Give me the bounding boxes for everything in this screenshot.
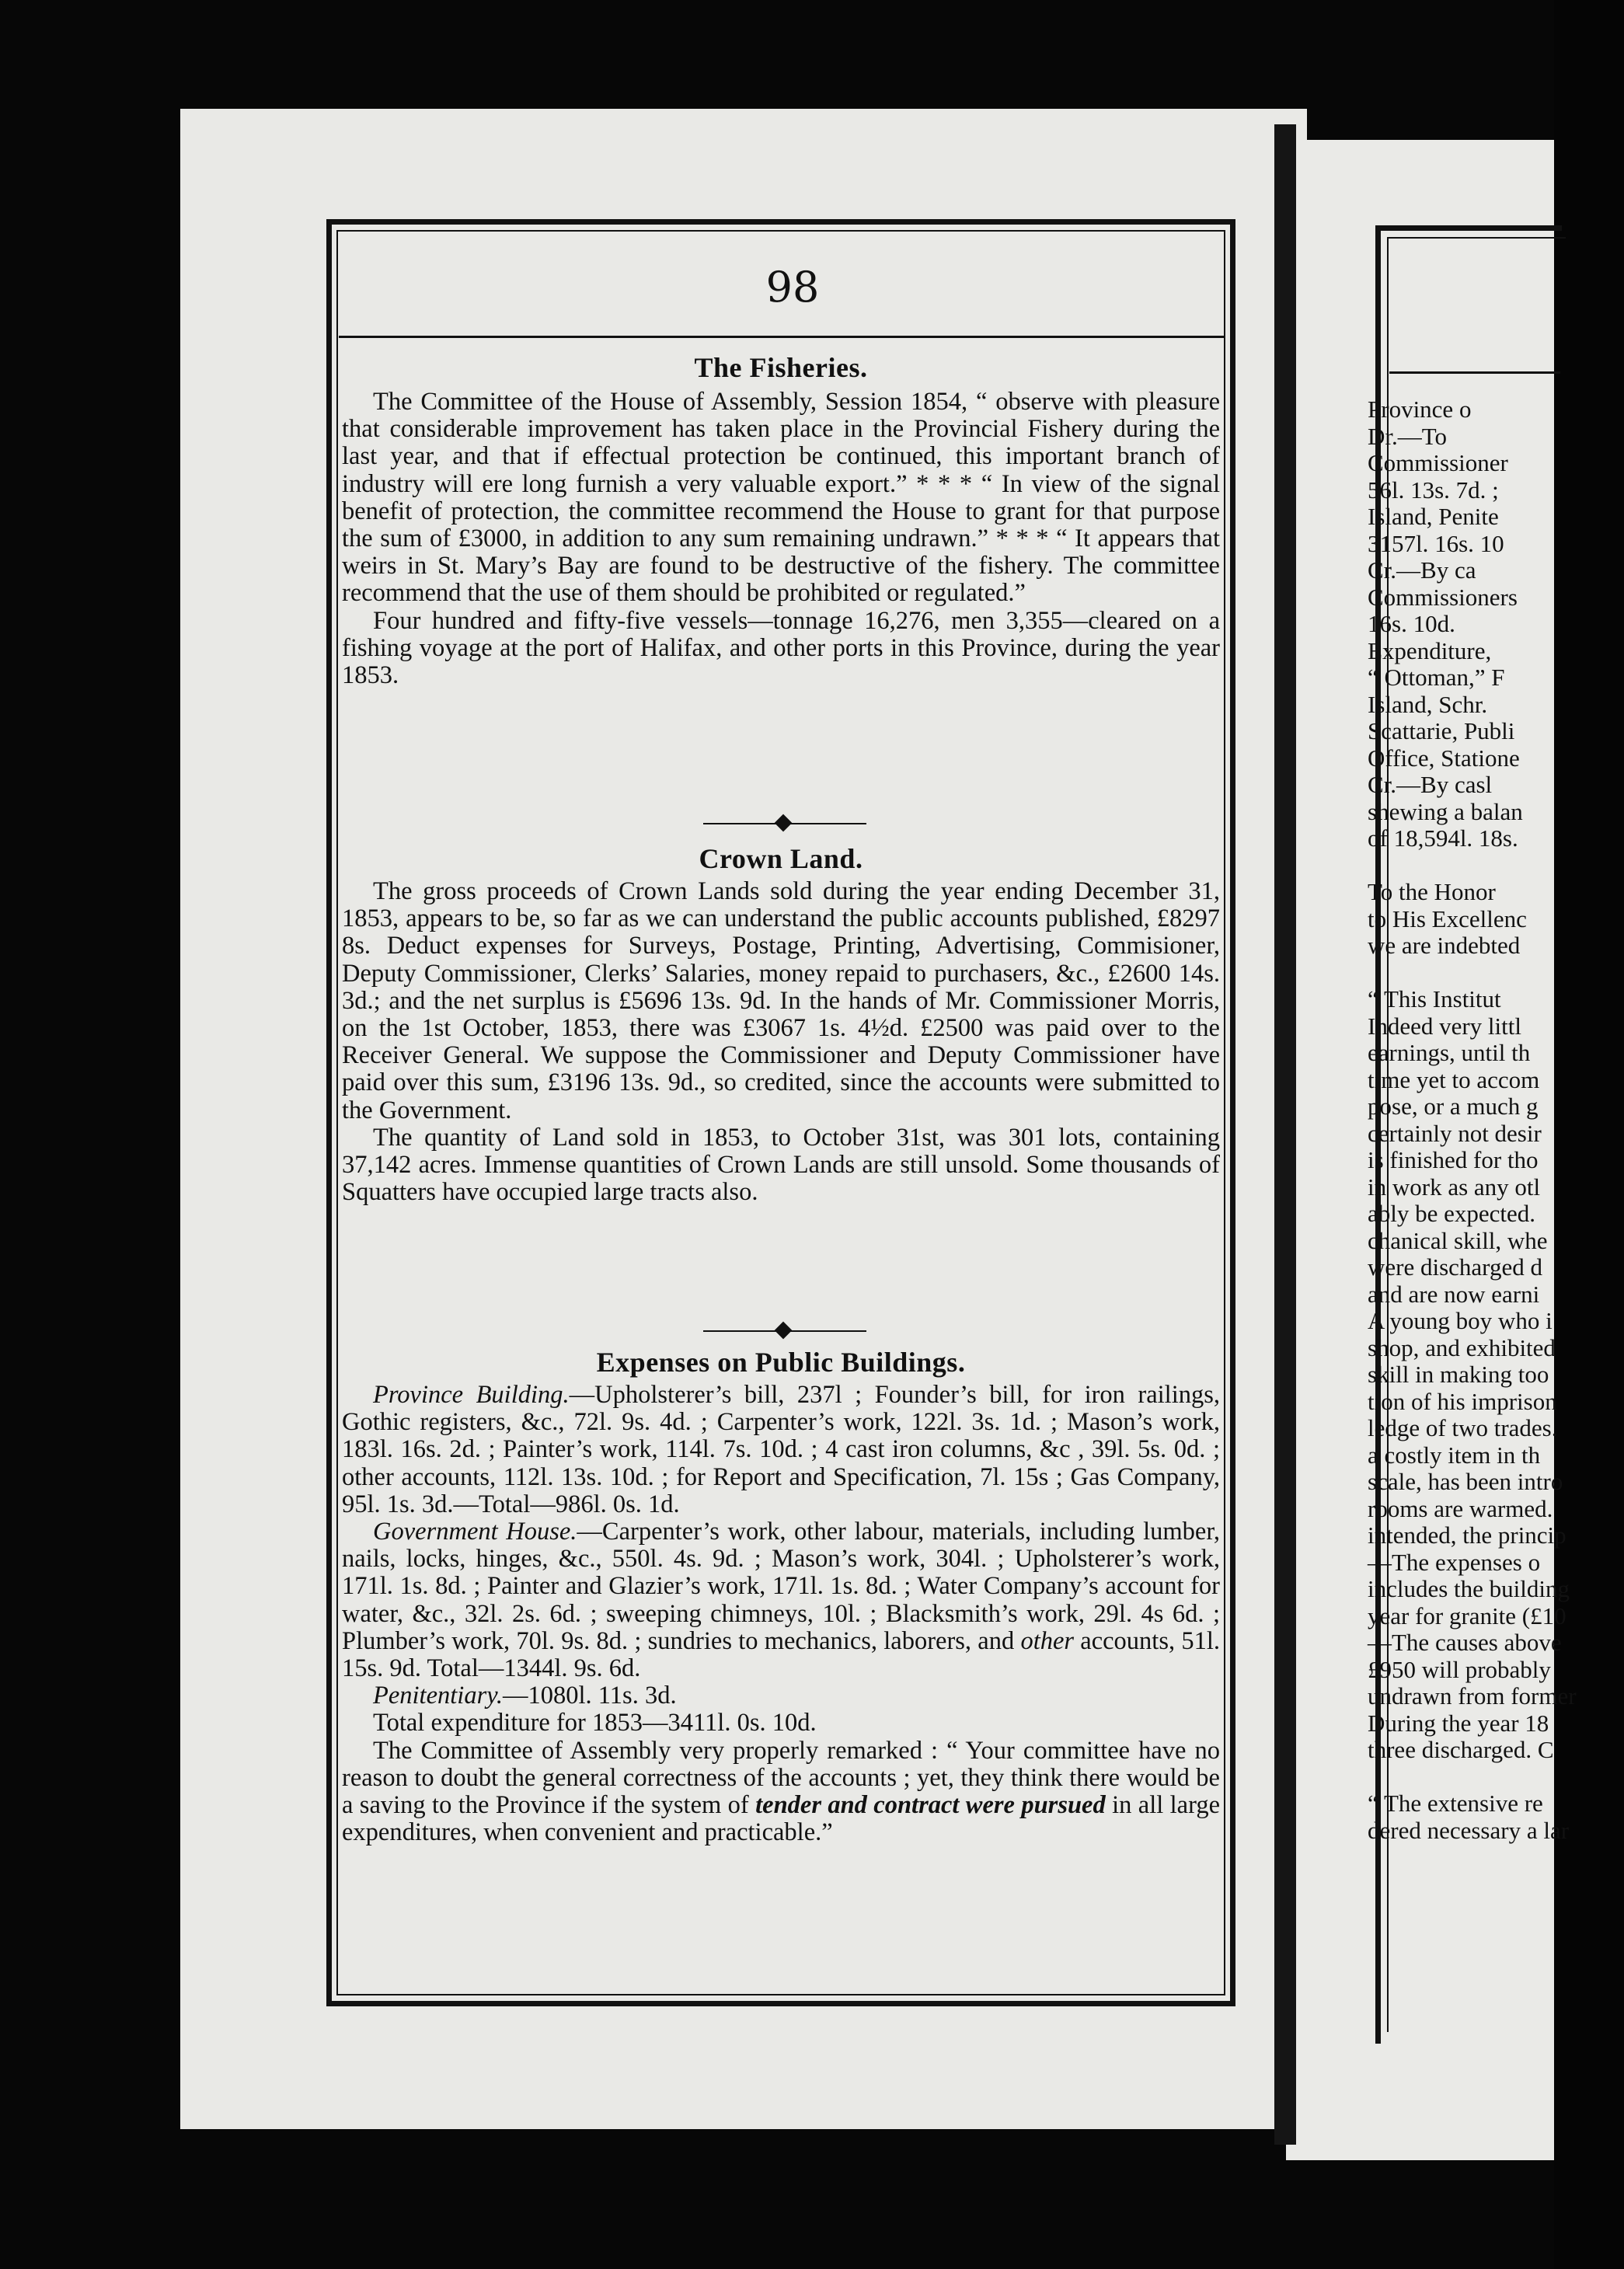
- crown-land-heading: Crown Land.: [699, 843, 863, 874]
- right-page-line: “ This Institut: [1368, 985, 1501, 1013]
- committee-remark-italic: tender and contract were pursued: [755, 1791, 1106, 1820]
- province-building-paragraph: [342, 1382, 1220, 1518]
- total-expenditure: Total expenditure for 1853—3411l. 0s. 10d.: [373, 1709, 817, 1737]
- right-page-line: shop, and exhibited: [1368, 1333, 1556, 1361]
- fisheries-section: [342, 351, 1220, 689]
- right-page-line: Office, Statione: [1368, 744, 1520, 772]
- page-number: 98: [765, 263, 820, 312]
- right-page-line: skill in making too: [1368, 1361, 1549, 1388]
- right-page-line: certainly not desir: [1368, 1119, 1542, 1147]
- right-page-line: Dr.—To: [1368, 422, 1448, 450]
- right-page-line: Island, Penite: [1368, 503, 1499, 530]
- right-page-line: tion of his imprison: [1368, 1387, 1557, 1415]
- committee-remark-paragraph: [342, 1737, 1220, 1847]
- committee-remark-a: The Committee of Assembly very properly remarked : “ Your committee have no reason to doubt the general correctness of the accounts ; yet, they think there would be a saving to the Province if the system of: [342, 1736, 1220, 1820]
- right-page-line: dered necessary a lar: [1368, 1816, 1570, 1844]
- province-building-label: Province Building.: [373, 1381, 570, 1409]
- right-page-line: shewing a balan: [1368, 797, 1523, 825]
- right-page-line: Cr.—By ca: [1368, 556, 1476, 584]
- public-buildings-section: [342, 1346, 1220, 1846]
- fisheries-heading: The Fisheries.: [694, 352, 868, 383]
- right-page-line: “ Ottoman,” F: [1368, 664, 1505, 691]
- government-house-text: —Carpenter’s work, other labour, materials, including lumber, nails, locks, hinges, &c., 550l. 4s. 9d. ; Mason’s work, 304l. ; Upholsterer’s work, 171l. 1s. 8d. ; Painter and Glazier’s work, 171l. 1s. 8d. ; Water Company’s account for water, &c., 32l. 2s. 6d. ; sweeping chimneys, 10l. ; Blacksmith’s work, 29l. 4s 6d. ; Plumber’s work, 70l. 9s. 8d. ; sundries to mechanics, laborers, and: [342, 1518, 1220, 1655]
- book-gutter: [1274, 124, 1296, 2145]
- right-page-line: includes the building: [1368, 1575, 1570, 1602]
- right-page-line: three discharged. C: [1368, 1736, 1554, 1763]
- right-page-line: were discharged d: [1368, 1253, 1542, 1281]
- right-page-line: and are now earni: [1368, 1280, 1540, 1308]
- fisheries-paragraph-1: The Committee of the House of Assembly, Session 1854, “ observe with pleasure that considerable improvement has taken place in the Provincial Fishery during the last year, and that if effectual protection be continued, this important branch of industry will ere long furnish a very valuable export.” * * * “ In view of the signal benefit of protection, the committee recommend the House to grant for that purpose the sum of £3000, in addition to any sum remaining undrawn.” * * * “ It appears that weirs in St. Mary’s Bay are found to be destructive of the fishery. The committee recommend that the use of them should be prohibited or regulated.”: [342, 388, 1220, 608]
- penitentiary-label: Penitentiary.: [373, 1682, 503, 1710]
- right-page-line: 3157l. 16s. 10: [1368, 529, 1504, 557]
- crown-land-section: [342, 842, 1220, 1206]
- province-building-text: —Upholsterer’s bill, 237l ; Founder’s bill, for iron railings, Gothic registers, &c., 72l. 9s. 4d. ; Carpenter’s work, 122l. 3s. 1d. ; Mason’s work, 183l. 16s. 2d. ; Painter’s work, 114l. 7s. 10d. ; 4 cast iron columns, &c , 39l. 5s. 0d. ; other accounts, 112l. 13s. 10d. ; for Report and Specification, 7l. 15s ; Gas Company, 95l. 1s. 3d.—Total—986l. 0s. 1d.: [342, 1381, 1220, 1518]
- right-page-border-top: [1375, 225, 1562, 231]
- government-house-other: other: [1020, 1626, 1075, 1655]
- right-page-header-rule: [1389, 371, 1560, 374]
- right-page-line: pose, or a much g: [1368, 1093, 1539, 1120]
- right-page-line: we are indebted: [1368, 932, 1521, 959]
- penitentiary-paragraph: [342, 1682, 1220, 1710]
- government-house-tail: accounts, 51l. 15s. 9d. Total—1344l. 9s. 6d.: [342, 1626, 1220, 1683]
- right-page-line: of 18,594l. 18s.: [1368, 824, 1518, 852]
- penitentiary-text: —1080l. 11s. 3d.: [502, 1682, 677, 1710]
- right-page-line: Indeed very littl: [1368, 1012, 1521, 1040]
- right-page-line: chanical skill, whe: [1368, 1226, 1548, 1254]
- divider-diamond-icon-2: [775, 1322, 793, 1340]
- right-page-line: a costly item in th: [1368, 1441, 1541, 1469]
- government-house-paragraph: [342, 1518, 1220, 1682]
- right-page-line: Cr.—By casl: [1368, 771, 1493, 798]
- right-page-line: Province o: [1368, 396, 1472, 423]
- right-page-line: —The expenses o: [1368, 1548, 1541, 1576]
- right-page-line: During the year 18: [1368, 1709, 1549, 1737]
- committee-remark-b: in all large expenditures, when convenient and practicable.”: [342, 1791, 1220, 1847]
- crown-land-paragraph-2: The quantity of Land sold in 1853, to October 31st, was 301 lots, containing 37,142 acres. Immense quantities of Crown Lands are still unsold. Some thousands of Squatters have occupied large tracts also.: [342, 1123, 1220, 1207]
- header-rule: [339, 336, 1225, 338]
- right-page-line: undrawn from former: [1368, 1682, 1577, 1710]
- right-page-line: rooms are warmed.: [1368, 1494, 1553, 1522]
- right-page-line: to His Excellenc: [1368, 904, 1527, 932]
- right-page-line: £950 will probably: [1368, 1655, 1551, 1683]
- right-page-line: “ The extensive re: [1368, 1790, 1543, 1817]
- right-page-line: earnings, until th: [1368, 1039, 1531, 1066]
- right-page-line: Scattarie, Publi: [1368, 717, 1515, 744]
- public-buildings-heading: Expenses on Public Buildings.: [596, 1347, 966, 1378]
- right-page-border-top-inner: [1387, 237, 1566, 239]
- right-page-text: [1368, 396, 1624, 1844]
- right-page-line: ledge of two trades.: [1368, 1414, 1558, 1441]
- right-page-line: [1368, 852, 1624, 880]
- government-house-label: Government House.: [373, 1518, 577, 1546]
- right-page-line: 16s. 10d.: [1368, 610, 1455, 637]
- right-page-line: [1368, 960, 1624, 987]
- right-page-line: time yet to accom: [1368, 1065, 1540, 1093]
- right-page-line: in work as any otl: [1368, 1173, 1541, 1201]
- right-page-line: [1368, 1764, 1624, 1791]
- right-page-line: Island, Schr.: [1368, 690, 1488, 718]
- right-page-line: Expenditure,: [1368, 636, 1492, 664]
- fisheries-paragraph-2: Four hundred and fifty-five vessels—tonnage 16,276, men 3,355—cleared on a fishing voyage at the port of Halifax, and other ports in this Province, during the year 1853.: [342, 606, 1220, 690]
- right-page-line: A young boy who i: [1368, 1307, 1553, 1334]
- right-page-line: —The causes above: [1368, 1629, 1562, 1656]
- right-page-line: Commissioner: [1368, 449, 1508, 476]
- right-page-line: scale, has been intro: [1368, 1468, 1563, 1495]
- right-page-line: year for granite (£10: [1368, 1602, 1566, 1629]
- right-page-line: To the Honor: [1368, 878, 1496, 905]
- right-page-line: 56l. 13s. 7d. ;: [1368, 476, 1499, 504]
- right-page-line: is finished for tho: [1368, 1146, 1539, 1173]
- right-page-line: intended, the princip: [1368, 1521, 1566, 1549]
- section-divider-ornament-2: [703, 1323, 866, 1340]
- section-divider-ornament: [703, 815, 866, 832]
- divider-diamond-icon: [775, 814, 793, 832]
- right-page-line: Commissioners: [1368, 583, 1518, 611]
- crown-land-paragraph-1: The gross proceeds of Crown Lands sold during the year ending December 31, 1853, appears to be, so far as we can understand the public accounts published, £8297 8s. Deduct expenses for Surveys, Postage, Printing, Advertising, Commisioner, Deputy Commissioner, Clerks’ Salaries, money repaid to purchasers, &c., £2600 14s. 3d.; and the net surplus is £5696 13s. 9d. In the hands of Mr. Commissioner Morris, on the 1st October, 1853, there was £3067 1s. 4½d. £2500 was paid over to the Receiver General. We suppose the Commissioner and Deputy Commissioner have paid over this sum, £3196 13s. 9d., so credited, since the accounts were submitted to the Government.: [342, 877, 1220, 1124]
- right-page-line: ably be expected.: [1368, 1200, 1536, 1227]
